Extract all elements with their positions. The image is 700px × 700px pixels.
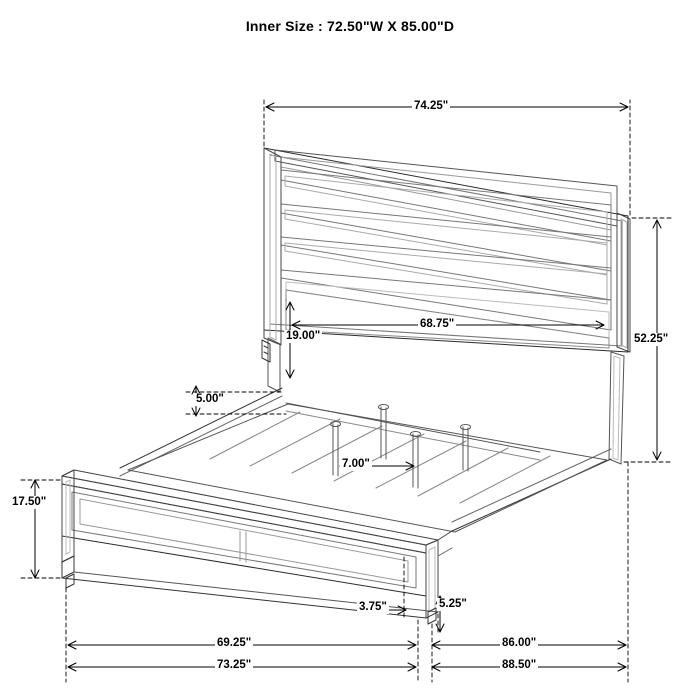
dim-headboard-width: 74.25" xyxy=(414,100,449,112)
dim-footboard-leg-inset: 3.75" xyxy=(359,601,387,613)
dim-rail-offset: 5.00" xyxy=(196,393,224,405)
dim-footboard-outer-width: 73.25" xyxy=(217,659,252,671)
dim-footboard-height: 17.50" xyxy=(12,496,47,508)
dim-overall-length-outer: 88.50" xyxy=(502,659,537,671)
dim-side-rail-clearance: 5.25" xyxy=(439,598,467,610)
dim-overall-length-inner: 86.00" xyxy=(502,637,537,649)
dim-headboard-post-height: 19.00" xyxy=(286,330,321,342)
dim-headboard-panel-width: 68.75" xyxy=(420,318,455,330)
dim-footboard-inner-width: 69.25" xyxy=(217,637,252,649)
page-title: Inner Size : 72.50"W X 85.00"D xyxy=(245,18,455,34)
dim-slat-spacing: 7.00" xyxy=(342,458,370,470)
dim-headboard-height: 52.25" xyxy=(634,333,669,345)
